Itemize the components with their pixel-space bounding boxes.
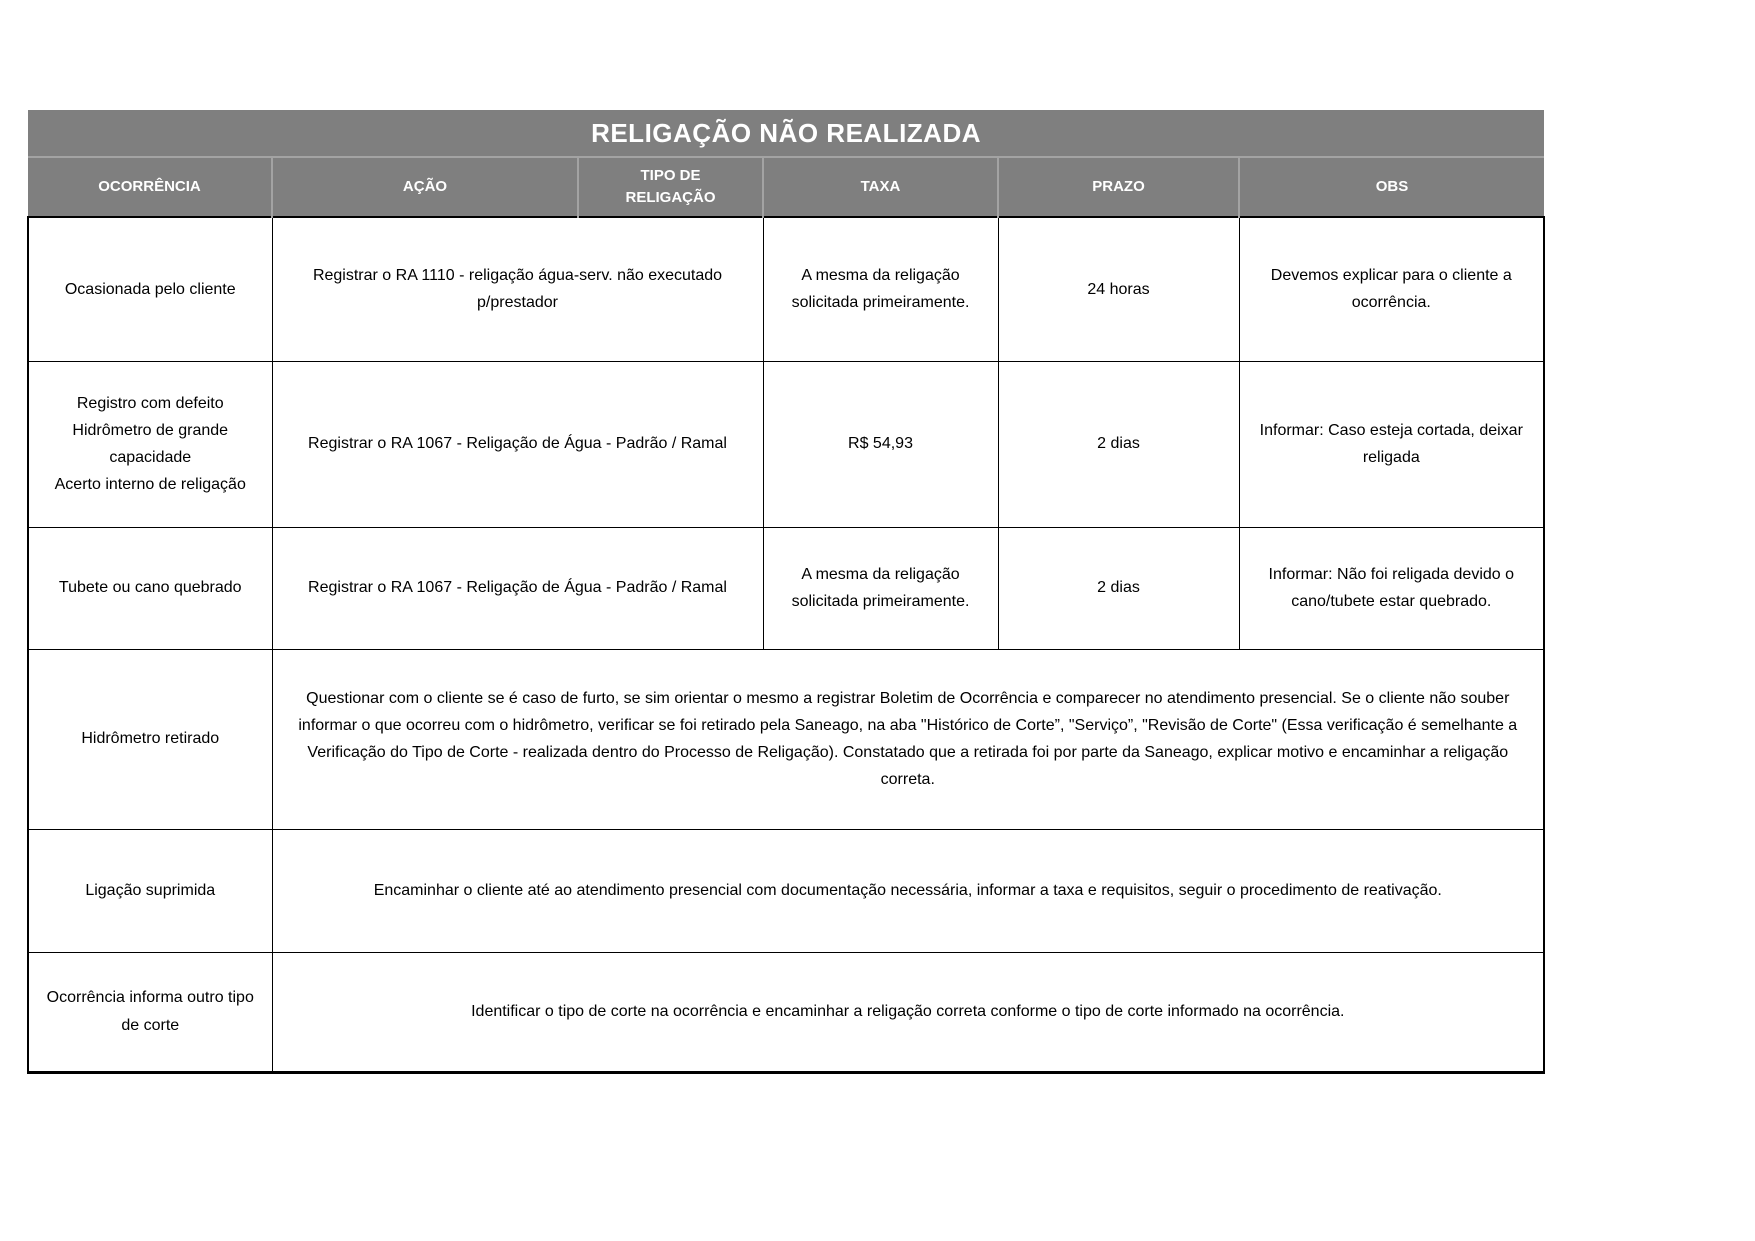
table-title-row bbox=[28, 110, 1544, 157]
cell-acao: Registrar o RA 1067 - Religação de Água - Padrão / Ramal bbox=[272, 527, 763, 649]
table-row-hidrometro-retirado bbox=[28, 649, 1544, 829]
cell-taxa: A mesma da religação solicitada primeiramente. bbox=[763, 527, 998, 649]
col-header-acao bbox=[272, 157, 578, 217]
ocorrencia-line: Registro com defeito bbox=[76, 394, 224, 412]
table-header-row bbox=[28, 157, 1544, 217]
cell-prazo: 2 dias bbox=[998, 361, 1239, 527]
cell-acao: Registrar o RA 1110 - religação água-serv. não executado p/prestador bbox=[272, 217, 763, 361]
cell-ocorrencia bbox=[28, 649, 272, 829]
col-header-label: AÇÃO bbox=[402, 177, 448, 195]
ocorrencia-line: Ligação suprimida bbox=[85, 881, 216, 899]
table-row-ocasionada-pelo-cliente bbox=[28, 217, 1544, 361]
table-row-ligacao-suprimida bbox=[28, 829, 1544, 952]
col-header-prazo bbox=[998, 157, 1239, 217]
cell-ocorrencia bbox=[28, 217, 272, 361]
cell-taxa: A mesma da religação solicitada primeiramente. bbox=[763, 217, 998, 361]
religacao-nao-realizada-table bbox=[27, 110, 1545, 1074]
cell-prazo: 2 dias bbox=[998, 527, 1239, 649]
cell-acao-full: Identificar o tipo de corte na ocorrência e encaminhar a religação correta conforme o tipo de corte informado na ocorrência. bbox=[272, 952, 1544, 1072]
cell-taxa: R$ 54,93 bbox=[763, 361, 998, 527]
ocorrencia-line: Ocasionada pelo cliente bbox=[64, 280, 236, 298]
table-row-tubete-ou-cano-quebrado bbox=[28, 527, 1544, 649]
col-header-label: OCORRÊNCIA bbox=[98, 177, 201, 195]
col-header-taxa bbox=[763, 157, 998, 217]
cell-acao-full: Encaminhar o cliente até ao atendimento presencial com documentação necessária, informar a taxa e requisitos, seguir o procedimento de reativação. bbox=[272, 829, 1544, 952]
cell-prazo: 24 horas bbox=[998, 217, 1239, 361]
col-header-label: TAXA bbox=[860, 177, 901, 195]
table-title: RELIGAÇÃO NÃO REALIZADA bbox=[28, 110, 1544, 157]
ocorrencia-line: Ocorrência informa outro tipo de corte bbox=[46, 989, 254, 1034]
cell-ocorrencia bbox=[28, 829, 272, 952]
cell-ocorrencia bbox=[28, 527, 272, 649]
col-header-label: PRAZO bbox=[1092, 177, 1145, 195]
col-header-obs bbox=[1239, 157, 1544, 217]
cell-ocorrencia bbox=[28, 952, 272, 1072]
col-header-tipo-de-religacao bbox=[578, 157, 763, 217]
cell-ocorrencia bbox=[28, 361, 272, 527]
cell-obs: Informar: Não foi religada devido o cano/tubete estar quebrado. bbox=[1239, 527, 1544, 649]
col-header-label-line: TIPO DE bbox=[640, 166, 701, 184]
ocorrencia-line: Hidrômetro retirado bbox=[81, 730, 220, 748]
ocorrencia-line: Hidrômetro de grande capacidade bbox=[72, 421, 229, 466]
table-row-ocorrencia-informa-outro-tipo-de-corte bbox=[28, 952, 1544, 1072]
col-header-label: OBS bbox=[1375, 177, 1409, 195]
cell-obs: Informar: Caso esteja cortada, deixar religada bbox=[1239, 361, 1544, 527]
col-header-label-line: RELIGAÇÃO bbox=[625, 189, 716, 206]
ocorrencia-line: Tubete ou cano quebrado bbox=[58, 579, 242, 597]
ocorrencia-line: Acerto interno de religação bbox=[54, 476, 246, 494]
cell-obs: Devemos explicar para o cliente a ocorrência. bbox=[1239, 217, 1544, 361]
cell-acao: Registrar o RA 1067 - Religação de Água - Padrão / Ramal bbox=[272, 361, 763, 527]
table-row-registro-com-defeito bbox=[28, 361, 1544, 527]
cell-acao-full: Questionar com o cliente se é caso de furto, se sim orientar o mesmo a registrar Boletim de Ocorrência e comparecer no atendimento presencial. Se o cliente não souber informar o que ocorreu com o hidrômetro, verificar se foi retirado pela Saneago, na aba "Histórico de Corte”, "Serviço”, "Revisão de Corte" (Essa verificação é semelhante a Verificação do Tipo de Corte - realizada dentro do Processo de Religação). Constatado que a retirada foi por parte da Saneago, explicar motivo e encaminhar a religação correta. bbox=[272, 649, 1544, 829]
col-header-ocorrencia bbox=[28, 157, 272, 217]
